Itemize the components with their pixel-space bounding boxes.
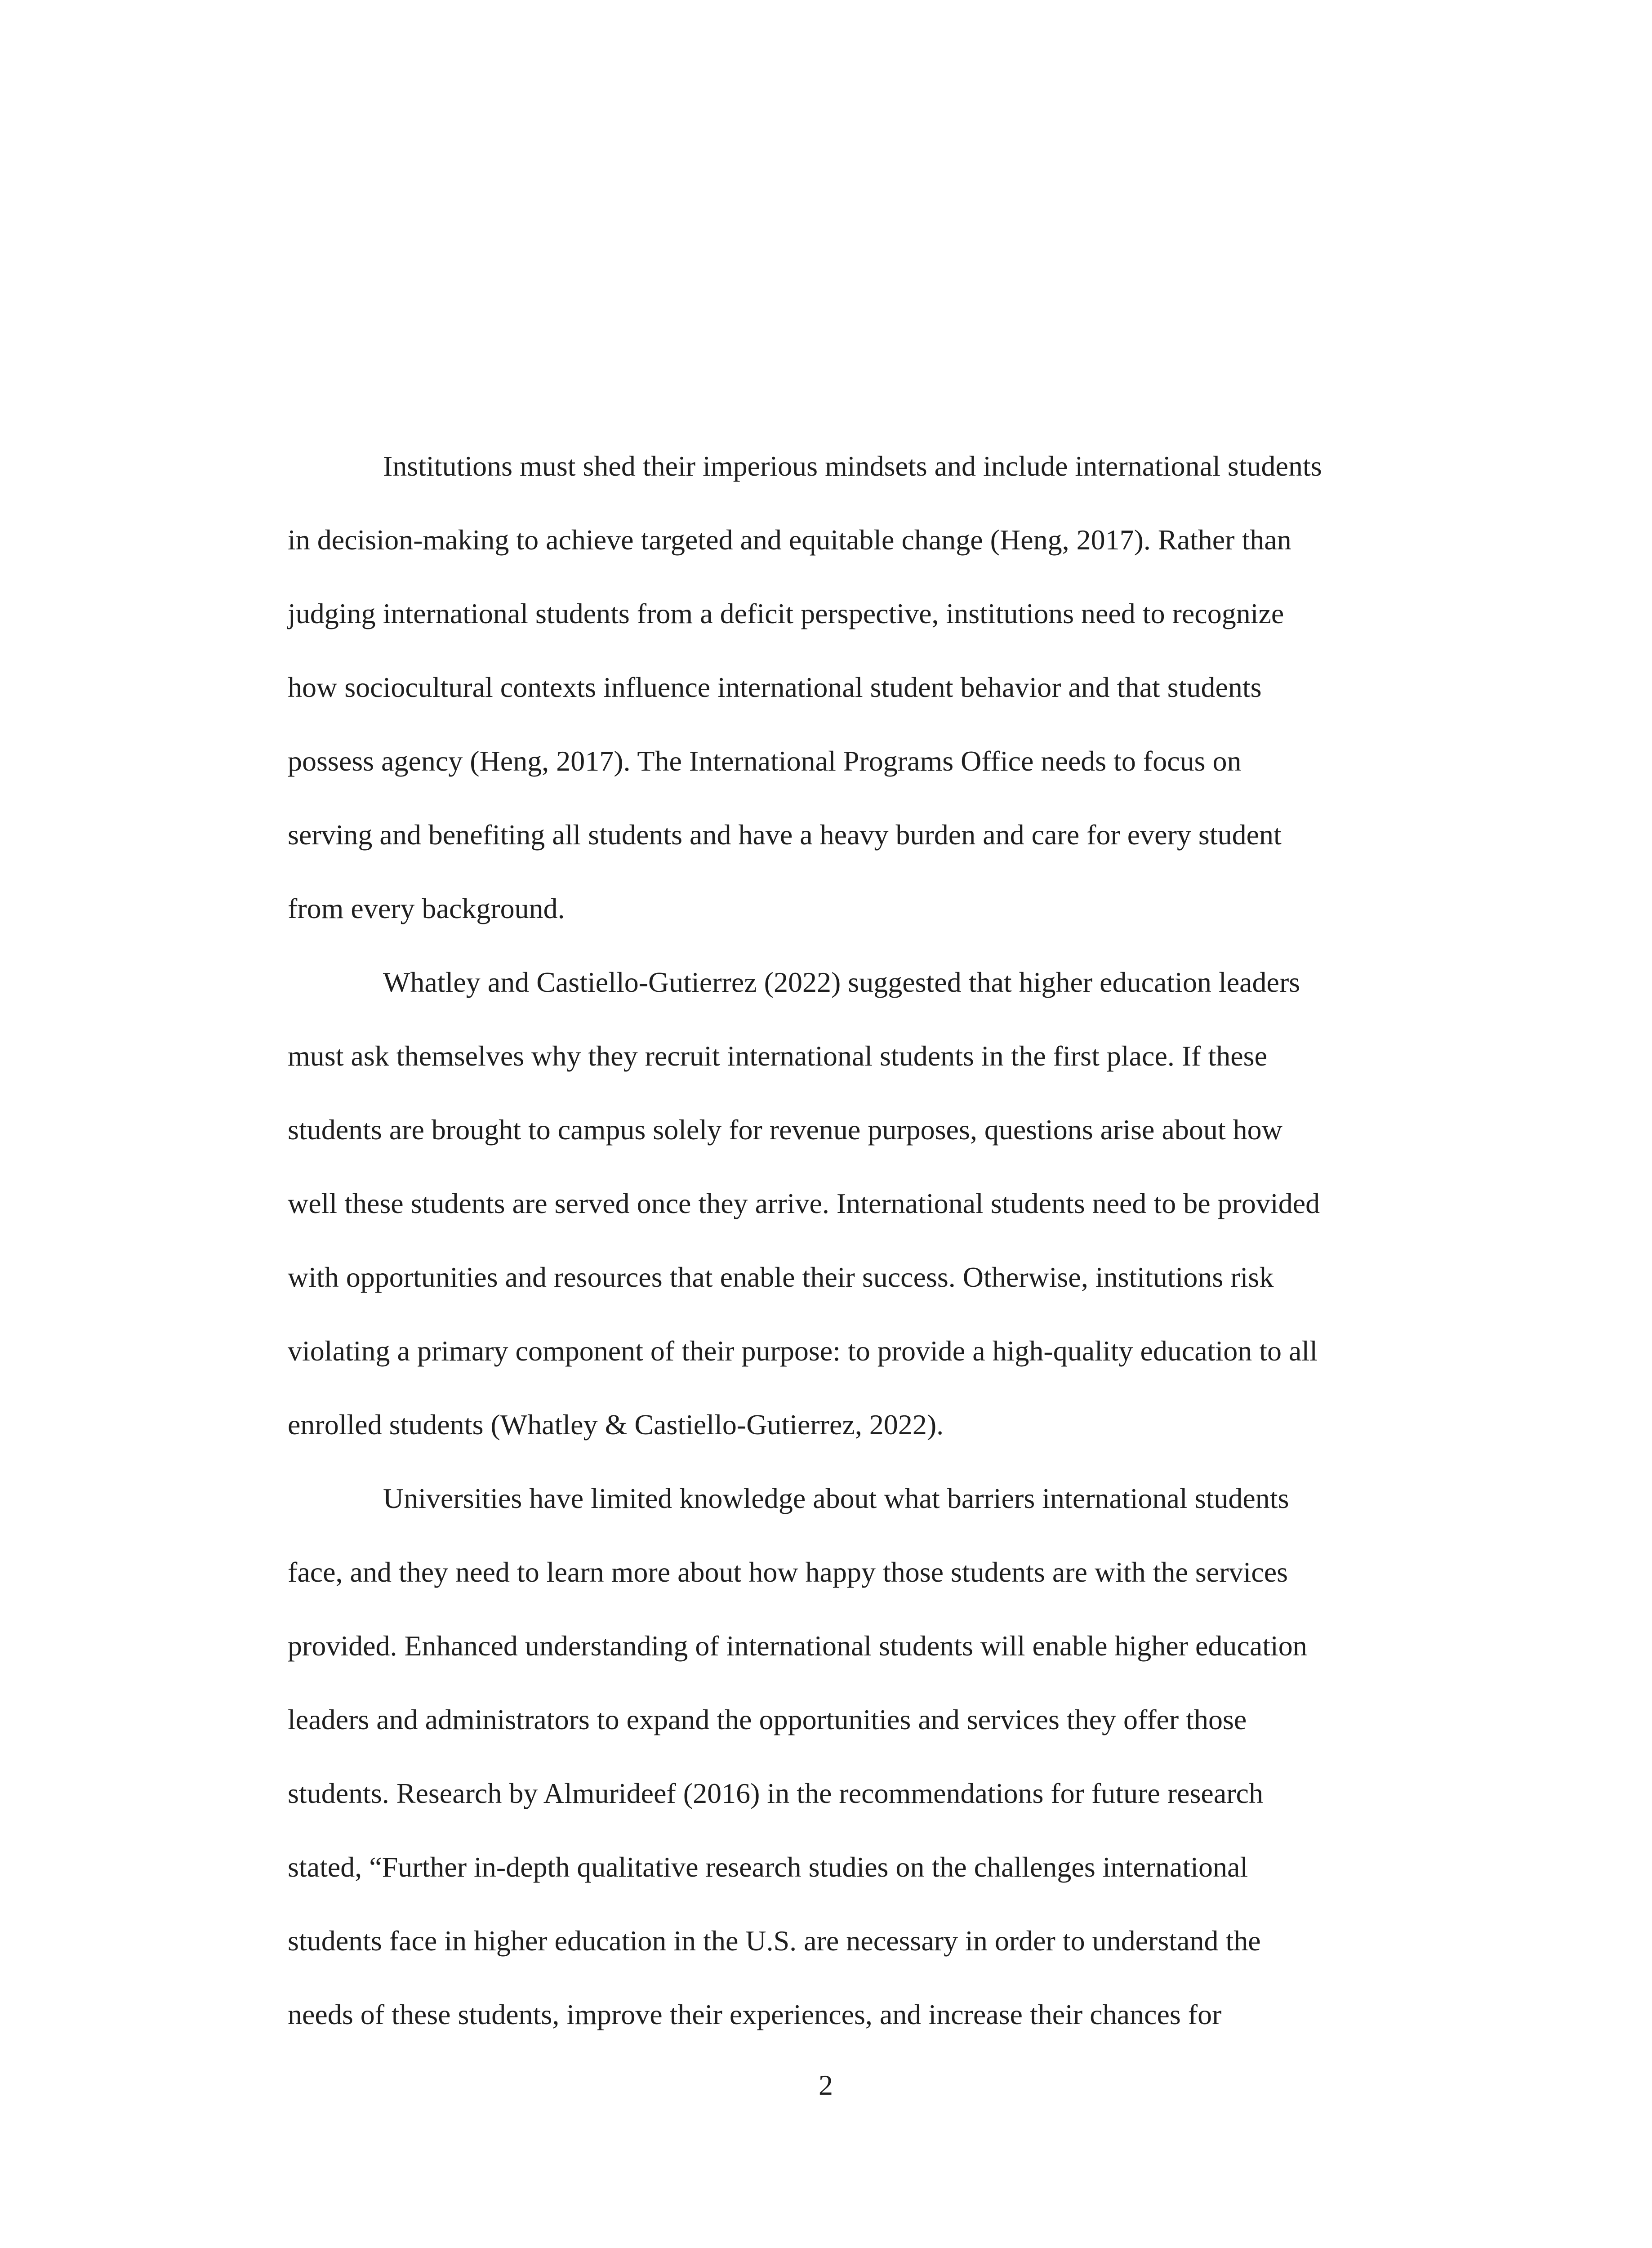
text-line: in decision-making to achieve targeted and equitable change (Heng, 2017). Rather than xyxy=(288,524,1291,556)
text-line: judging international students from a deficit perspective, institutions need to recognize xyxy=(288,598,1284,629)
paragraph xyxy=(288,429,1456,946)
text-line: with opportunities and resources that enable their success. Otherwise, institutions risk xyxy=(288,1261,1274,1293)
paragraph xyxy=(288,1462,1456,2052)
text-line: students face in higher education in the U.S. are necessary in order to understand the xyxy=(288,1925,1261,1957)
paragraph xyxy=(288,946,1456,1462)
text-line: leaders and administrators to expand the opportunities and services they offer those xyxy=(288,1704,1247,1735)
text-line: possess agency (Heng, 2017). The International Programs Office needs to focus on xyxy=(288,745,1242,777)
text-line: serving and benefiting all students and have a heavy burden and care for every student xyxy=(288,819,1282,851)
text-line: from every background. xyxy=(288,892,565,924)
text-line: students. Research by Almurideef (2016) in the recommendations for future research xyxy=(288,1777,1263,1809)
text-line: Institutions must shed their imperious mindsets and include international students xyxy=(383,450,1322,482)
text-line: provided. Enhanced understanding of international students will enable higher education xyxy=(288,1630,1307,1662)
page-number: 2 xyxy=(819,2069,833,2101)
text-line: violating a primary component of their purpose: to provide a high-quality education to all xyxy=(288,1335,1318,1367)
body-text xyxy=(288,429,1456,2052)
text-line: enrolled students (Whatley & Castiello-Gutierrez, 2022). xyxy=(288,1409,944,1441)
text-line: face, and they need to learn more about how happy those students are with the services xyxy=(288,1556,1288,1588)
text-line: needs of these students, improve their experiences, and increase their chances for xyxy=(288,1998,1222,2030)
text-line: how sociocultural contexts influence international student behavior and that students xyxy=(288,671,1262,703)
text-line: must ask themselves why they recruit international students in the first place. If these xyxy=(288,1040,1267,1072)
text-line: well these students are served once they arrive. International students need to be provided xyxy=(288,1187,1320,1219)
text-line: stated, “Further in-depth qualitative research studies on the challenges international xyxy=(288,1851,1248,1883)
text-line: Whatley and Castiello-Gutierrez (2022) suggested that higher education leaders xyxy=(383,966,1300,998)
text-line: Universities have limited knowledge about what barriers international students xyxy=(383,1482,1289,1514)
text-line: students are brought to campus solely for revenue purposes, questions arise about how xyxy=(288,1114,1282,1146)
